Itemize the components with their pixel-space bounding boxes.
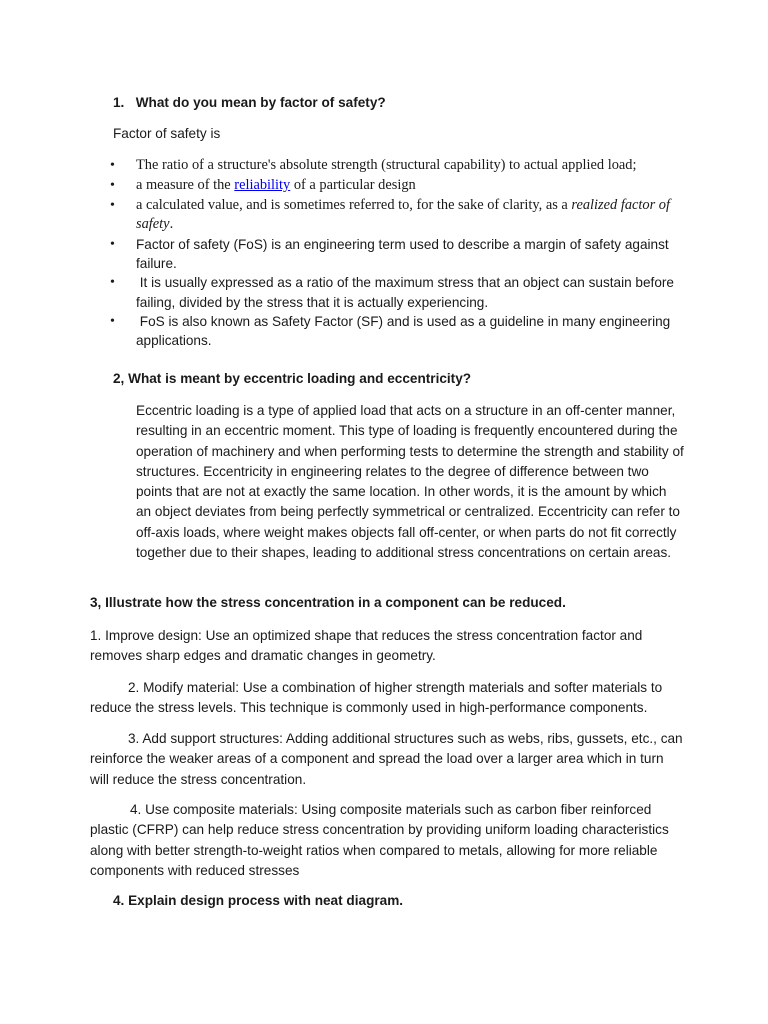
question-1-intro: Factor of safety is	[113, 126, 221, 141]
factor-of-safety-list	[110, 156, 690, 350]
bullet-icon: •	[110, 313, 115, 329]
question-3-heading: 3, Illustrate how the stress concentration in a component can be reduced.	[90, 595, 566, 610]
bullet-icon: •	[110, 197, 115, 213]
list-item: • a measure of the reliability of a particular design	[110, 176, 690, 195]
list-item: • Factor of safety (FoS) is an engineering term used to describe a margin of safety against failure.	[110, 236, 669, 271]
bullet-icon: •	[110, 158, 115, 173]
list-item: • It is usually expressed as a ratio of the maximum stress that an object can sustain before failing, divided by the stress that it is actually experiencing.	[110, 275, 678, 310]
bullet-icon: •	[110, 177, 115, 193]
reliability-link[interactable]: reliability	[234, 176, 291, 193]
stress-point-2: 2. Modify material: Use a combination of higher strength materials and softer materials to reduce the stress levels. This technique is commonly used in high-performance components.	[90, 680, 663, 716]
list-item: • FoS is also known as Safety Factor (SF) and is used as a guideline in many engineering applications.	[110, 313, 674, 349]
question-2-answer: Eccentric loading is a type of applied load that acts on a structure in an off-center manner, resulting in an eccentric moment. This type of loading is frequently encountered during the operation of machinery and when performing tests to determine the strength and stability of structures. Eccentricity in engineering relates to the degree of difference between two points that are not at exactly the same location. In other words, it is the amount by which an object deviates from being perfectly symmetrical or centralized. Eccentricity can refer to off-axis loads, where weight makes objects fall off-center, or when parts do not fit correctly together due to their shapes, leading to additional stress concentrations on certain areas.	[136, 403, 684, 561]
stress-point-1: 1. Improve design: Use an optimized shape that reduces the stress concentration factor and removes sharp edges and dramatic changes in geometry.	[90, 628, 643, 664]
question-1-number: 1.	[113, 95, 125, 110]
stress-point-4: 4. Use composite materials: Using composite materials such as carbon fiber reinforced plastic (CFRP) can help reduce stress concentration by providing uniform loading characteristics along with better strength-to-weight ratios when compared to metals, allowing for more reliable components with reduced stresses	[90, 802, 669, 878]
bullet-icon: •	[110, 236, 115, 252]
bullet-icon: •	[110, 275, 115, 291]
list-item: • a calculated value, and is sometimes referred to, for the sake of clarity, as a realized factor of safety.	[110, 196, 670, 232]
question-4-heading: 4. Explain design process with neat diagram.	[113, 893, 404, 908]
question-1-title: What do you mean by factor of safety?	[135, 95, 386, 110]
list-item: • The ratio of a structure's absolute strength (structural capability) to actual applied load;	[110, 156, 690, 175]
question-1-heading	[113, 95, 386, 110]
stress-point-3: 3. Add support structures: Adding additional structures such as webs, ribs, gussets, etc., can reinforce the weaker areas of a component and spread the load over a larger area which in turn will reduce the stress concentration.	[90, 731, 683, 787]
question-2-heading: 2, What is meant by eccentric loading and eccentricity?	[113, 371, 472, 386]
